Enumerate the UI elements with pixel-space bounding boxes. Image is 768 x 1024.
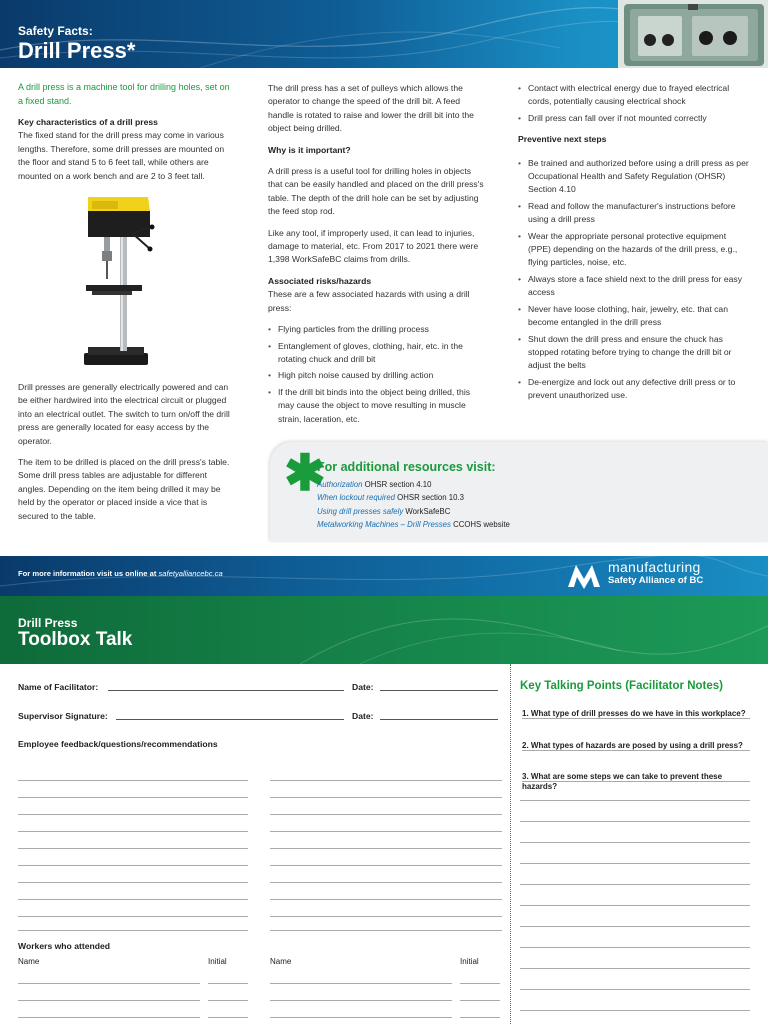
feedback-label: Employee feedback/questions/recommendations (18, 739, 218, 749)
drill-press-image (78, 191, 158, 371)
resource-source: OHSR section 4.10 (362, 480, 432, 489)
resource-item (317, 478, 510, 491)
logo-text-alliance: Safety Alliance of BC (608, 575, 704, 586)
resources-list (317, 478, 510, 532)
lockout-link[interactable]: When lockout required (317, 493, 396, 503)
why-important-heading: Why is it important? (268, 144, 351, 155)
date-field-2[interactable] (380, 719, 498, 720)
date-field[interactable] (380, 690, 498, 691)
list-item: • Flying particles from the drilling process (268, 323, 484, 336)
date-label-2: Date: (352, 711, 374, 721)
resource-item (317, 491, 510, 504)
initial-column-label: Initial (208, 957, 227, 966)
electrical-box-photo (618, 0, 768, 68)
risks-heading: Associated risks/hazards (268, 275, 372, 286)
supervisor-signature-field[interactable] (116, 719, 344, 720)
column-intro (18, 80, 236, 531)
talking-points-title: Key Talking Points (Facilitator Notes) (520, 680, 723, 692)
metalworking-machines-link[interactable]: Metalworking Machines – Drill Presses (317, 520, 451, 530)
why-important-text: A drill press is a useful tool for drilling holes in objects that can be easily handled and placed on the drill press's table. The depth of the drill hole can be set by adjusting the feed stop rod. (268, 166, 484, 217)
preventive-steps-heading: Preventive next steps (518, 134, 607, 145)
footer-band (0, 556, 768, 596)
risks-intro: These are a few associated hazards with using a drill press: (268, 289, 470, 313)
additional-resources-box (270, 442, 768, 542)
initial-column-label-2: Initial (460, 957, 479, 966)
logo-text-manufacturing: manufacturing (608, 559, 701, 575)
injury-stats-text: Like any tool, if improperly used, it can lead to injuries, damage to material, etc. From 2017 to 2021 there were 1,398 WorkSafeBC claims from drills. (268, 227, 479, 265)
preventive-steps-list (518, 157, 750, 403)
list-item: • High pitch noise caused by drilling action (268, 369, 484, 382)
toolbox-talk-header (0, 596, 768, 664)
page-title: Drill Press* (18, 38, 136, 63)
date-label: Date: (352, 682, 374, 692)
resource-source: OHSR section 10.3 (395, 493, 464, 503)
talking-point-3: 3. What are some steps we can take to prevent these hazards? (522, 772, 723, 791)
authorization-link[interactable]: Authorization (317, 480, 363, 489)
table-text: The item to be drilled is placed on the drill press's table. Some drill press tables are adjustable for different angles. Depending on the item being drilled it may be held by the operator or placed inside a vice that is secured to the table. (18, 457, 230, 521)
list-item: • Entanglement of gloves, clothing, hair, etc. in the rotating chuck and drill bit (268, 340, 484, 367)
supervisor-label: Supervisor Signature: (18, 711, 108, 721)
header-kicker: Safety Facts: (18, 24, 93, 38)
risks-list (268, 323, 484, 426)
answer-line[interactable] (522, 750, 750, 751)
facilitator-label: Name of Facilitator: (18, 682, 99, 692)
resources-title: For additional resources visit: (317, 460, 496, 474)
key-characteristics-heading: Key characteristics of a drill press (18, 117, 158, 127)
resource-source: WorkSafeBC (403, 506, 451, 516)
list-item: • Shut down the drill press and ensure the chuck has stopped rotating before trying to change the drill bit or adjust the belts (518, 333, 750, 373)
answer-line[interactable] (522, 718, 750, 719)
safety-facts-header (0, 0, 768, 68)
column-importance (268, 82, 484, 429)
list-item: • Always store a face shield next to the drill press for easy access (518, 273, 750, 300)
list-item: • Read and follow the manufacturer's instructions before using a drill press (518, 200, 750, 227)
list-item: • Drill press can fall over if not mounted correctly (518, 112, 750, 125)
column-prevention (518, 82, 750, 406)
risks-list-continued (518, 82, 750, 125)
footer-info (18, 569, 223, 578)
footer-info-prefix: For more information visit us online at (18, 569, 159, 578)
list-item: • If the drill bit binds into the object being drilled, this may cause the object to move resulting in muscle strain, laceration, etc. (268, 386, 484, 426)
msabc-logo-icon (566, 561, 602, 589)
intro-lead: A drill press is a machine tool for drilling holes, set on a fixed stand. (18, 82, 230, 106)
resource-item (317, 518, 510, 531)
pulleys-text: The drill press has a set of pulleys which allows the operator to change the speed of the drill bit. A feed handle is rotated to raise and lower the drill bit into the object being drilled. (268, 83, 474, 134)
workers-attended-label: Workers who attended (18, 941, 111, 951)
talking-point-1: 1. What type of drill presses do we have in this workplace? (522, 709, 746, 718)
name-column-label: Name (18, 957, 40, 966)
list-item: • Never have loose clothing, hair, jewelry, etc. that can become entangled in the drill press (518, 303, 750, 330)
talking-point-2: 2. What types of hazards are posed by using a drill press? (522, 741, 743, 750)
resource-item (317, 505, 510, 518)
toolbox-form (0, 664, 768, 1024)
list-item: • Be trained and authorized before using a drill press as per Occupational Health and Safety Regulation (OHSR) Section 4.10 (518, 157, 750, 197)
power-text: Drill presses are generally electrically powered and can be either hardwired into the electrical circuit or plugged into an electrical outlet. The switch to turn on/off the drill press are generally located for easy access by the operator. (18, 382, 230, 446)
toolbox-title: Toolbox Talk (18, 629, 133, 650)
asterisk-icon: ✱ (284, 445, 326, 501)
answer-line[interactable] (522, 781, 750, 782)
toolbox-kicker: Drill Press (18, 616, 78, 630)
key-characteristics-text: The fixed stand for the drill press may come in various lengths. Therefore, some drill presses are mounted on the floor and stand 5 to 6 feet tall, while others are mounted on a work bench and are 2 to 3 feet tall. (18, 130, 225, 181)
resource-source: CCOHS website (450, 520, 510, 530)
name-column-label-2: Name (270, 957, 292, 966)
using-drill-presses-link[interactable]: Using drill presses safely (317, 506, 404, 516)
list-item: • Contact with electrical energy due to frayed electrical cords, potentially causing electrical shock (518, 82, 750, 109)
website-link[interactable]: safetyalliancebc.ca (158, 569, 223, 578)
column-divider (510, 664, 511, 1024)
list-item: • Wear the appropriate personal protective equipment (PPE) depending on the hazards of the drill press, e.g., flying particles, noise, etc. (518, 230, 750, 270)
facilitator-field[interactable] (108, 690, 344, 691)
list-item: • De-energize and lock out any defective drill press or to prevent unauthorized use. (518, 376, 750, 403)
